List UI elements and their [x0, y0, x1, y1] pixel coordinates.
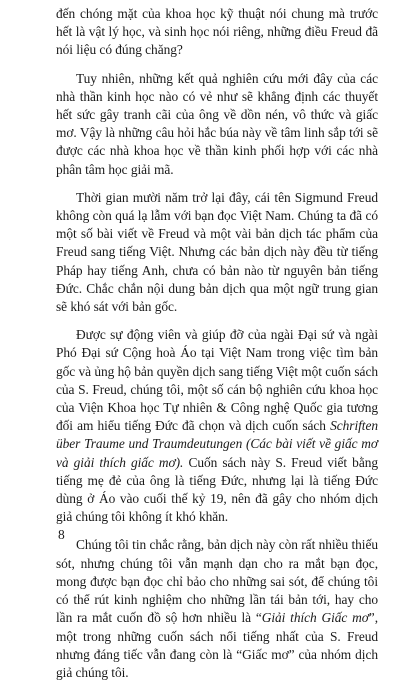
paragraph-closing-text-end: ”, một trong những cuốn sách nổi tiếng nhất của S. Freud nhưng đáng tiếc vẫn đang còn là “Giấc mơ” của nhóm dịch giả chúng tôi.: [56, 610, 378, 680]
paragraph-acknowledgement-text: Được sự động viên và giúp đỡ của ngài Đại sứ và ngài Phó Đại sứ Cộng hoà Áo tại Việt Nam trong việc tìm bản gốc và ủng hộ bản quyền dịch sang tiếng Việt một cuốn sách của S. Freud, chúng tôi, một số cán bộ nghiên cứu khoa học của Viện Khoa học Tự nhiên & Công nghệ Quốc gia tương đối am hiểu tiếng Đức đã chọn và dịch cuốn sách: [56, 327, 378, 434]
book-title-italic: Schriften über Traume und Traumdeutungen (Các bài viết về giấc mơ và giải thích giấc mơ).: [56, 418, 378, 470]
page-number: 8: [58, 527, 65, 542]
paragraph-translations: Thời gian mười năm trở lại đây, cái tên Sigmund Freud không còn quá lạ lẫm với bạn đọc Việt Nam. Chúng ta đã có một số bài viết về Freud và một vài bản dịch tác phẩm của Freud sang tiếng Việt. Nhưng các bản dịch này đều từ tiếng Pháp hay tiếng Anh, chưa có bản nào từ nguyên bản tiếng Đức. Chắc chắn nội dung bản dịch qua một ngữ trung gian sẽ khó sát với bản gốc.: [56, 189, 378, 315]
work-title-italic: Giải thích Giấc mơ: [261, 610, 369, 626]
paragraph-continued: đến chóng mặt của khoa học kỹ thuật nói chung mà trước hết là vật lý học, và sinh học nói riêng, những điều Freud đã nói liệu có đúng chăng?: [56, 6, 378, 58]
paragraph-acknowledgement: [56, 326, 378, 526]
paragraph-closing: [56, 536, 378, 682]
paragraph-neuroscience: Tuy nhiên, những kết quả nghiên cứu mới đây của các nhà thần kinh học nào có vẻ như sẽ khẳng định các thuyết hết sức gây tranh cãi của ông về dồn nén, vô thức và giấc mơ. Vậy là những câu hỏi hắc búa này về tâm linh sắp tới sẽ được các nhà khoa học về thần kinh phối hợp với các nhà phân tâm học giải mã.: [56, 70, 378, 177]
paragraph-closing-text: Chúng tôi tin chắc rằng, bản dịch này còn rất nhiều thiếu sót, nhưng chúng tôi vẫn mạnh dạn cho ra mắt bạn đọc, mong được bạn đọc chỉ bảo cho những sai sót, để chúng tôi có thể rút kinh nghiệm cho những lần tái bản tới, hay cho lần ra mắt cuốn đồ sộ hơn nhiều là “: [56, 537, 378, 626]
paragraph-acknowledgement-text-end: Cuốn sách này S. Freud viết bằng tiếng mẹ đẻ của ông là tiếng Đức, nhưng lại là tiếng Đức dùng ở Áo vào cuối thế kỷ 19, nên đã gây cho nhóm dịch giả chúng tôi không ít khó khăn.: [56, 454, 379, 525]
